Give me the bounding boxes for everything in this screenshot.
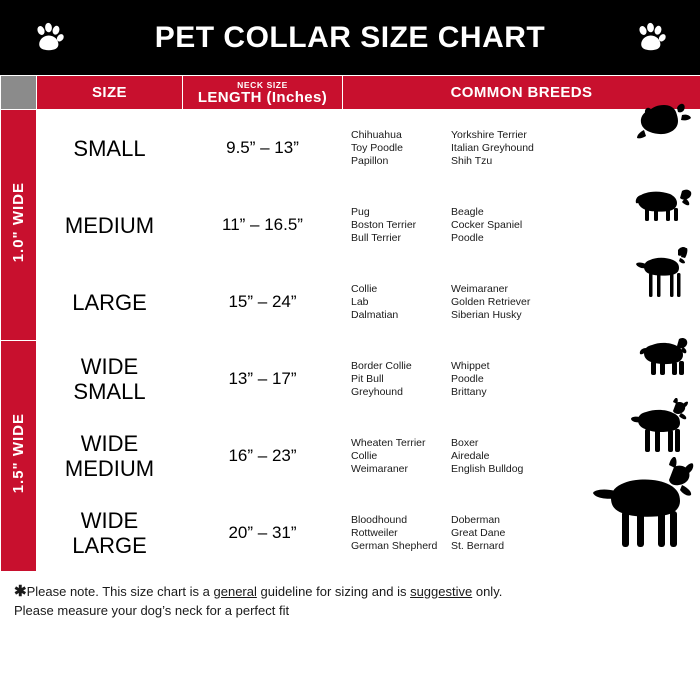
breed-name: St. Bernard <box>451 539 505 552</box>
breed-name: Boxer <box>451 436 479 449</box>
row-size-line-2: SMALL <box>73 379 146 404</box>
breeds-column-1 <box>343 514 451 553</box>
breeds-column-2 <box>451 437 559 476</box>
row-length-wide-medium: 16” – 23” <box>183 418 343 495</box>
beagle-silhouette-icon <box>628 179 694 223</box>
table-row <box>1 264 700 341</box>
breed-name: Beagle <box>451 205 484 218</box>
breed-name: Greyhound <box>351 385 403 398</box>
row-size-line-2: LARGE <box>72 533 147 558</box>
row-breeds-small <box>343 110 700 187</box>
breed-name: German Shepherd <box>351 539 438 552</box>
row-length-wide-small: 13” – 17” <box>183 341 343 418</box>
breed-name: Toy Poodle <box>351 141 403 154</box>
chart-header <box>0 0 700 75</box>
row-size-large: LARGE <box>37 264 183 341</box>
size-table <box>0 75 700 572</box>
row-breeds-wide-large <box>343 495 700 572</box>
table-row <box>1 187 700 264</box>
footer-line-2: Please measure your dog’s neck for a perfect fit <box>14 603 290 618</box>
breed-name: Airedale <box>451 449 490 462</box>
breed-name: Italian Greyhound <box>451 141 534 154</box>
group-label-text: 1.5" WIDE <box>10 413 27 494</box>
breed-name: Bloodhound <box>351 513 408 526</box>
breeds-column-1 <box>343 437 451 476</box>
breed-name: Shih Tzu <box>451 154 493 167</box>
breed-name: Lab <box>351 295 369 308</box>
pomeranian-silhouette-icon <box>632 98 694 146</box>
row-size-line-1: WIDE <box>80 354 139 379</box>
column-header-length-label: LENGTH (Inches) <box>197 88 328 106</box>
row-size-medium: MEDIUM <box>37 187 183 264</box>
breeds-column-2 <box>451 129 559 168</box>
breed-name: Poodle <box>451 372 484 385</box>
breeds-column-1 <box>343 360 451 399</box>
row-size-line-2: MEDIUM <box>64 456 155 481</box>
footer-underline-general: general <box>213 584 257 599</box>
breed-name: English Bulldog <box>451 462 524 475</box>
row-size-line-1: WIDE <box>80 431 139 456</box>
row-size-line-1: WIDE <box>80 508 139 533</box>
row-length-large: 15” – 24” <box>183 264 343 341</box>
page-title: PET COLLAR SIZE CHART <box>154 20 546 54</box>
table-row <box>1 495 700 572</box>
retriever-silhouette-icon <box>634 244 694 300</box>
row-size-wide-medium <box>37 418 183 495</box>
column-header-length <box>183 76 343 110</box>
bulldog-silhouette-icon <box>632 331 694 377</box>
row-size-wide-large <box>37 495 183 572</box>
breeds-column-2 <box>451 283 559 322</box>
breeds-column-1 <box>343 206 451 245</box>
breeds-column-2 <box>451 514 559 553</box>
breeds-column-1 <box>343 283 451 322</box>
paw-print-icon <box>32 21 66 55</box>
group-label-1-5-wide <box>1 341 37 572</box>
row-length-wide-large: 20” – 31” <box>183 495 343 572</box>
table-row <box>1 341 700 418</box>
breed-name: Weimaraner <box>351 462 408 475</box>
row-length-medium: 11” – 16.5” <box>183 187 343 264</box>
footer-text-a: Please note. This size chart is a <box>26 584 214 599</box>
breed-name: Doberman <box>451 513 501 526</box>
column-header-neck-size: NECK SIZE <box>237 79 288 90</box>
breed-name: Cocker Spaniel <box>451 218 523 231</box>
row-breeds-large <box>343 264 700 341</box>
column-header-breeds: COMMON BREEDS <box>343 76 700 110</box>
breed-name: Great Dane <box>451 526 506 539</box>
asterisk-icon: ✱ <box>14 583 27 600</box>
row-length-small: 9.5” – 13” <box>183 110 343 187</box>
doberman-silhouette-icon <box>590 457 700 549</box>
breed-name: Chihuahua <box>351 128 402 141</box>
breeds-column-2 <box>451 206 559 245</box>
table-row <box>1 110 700 187</box>
group-label-text: 1.0" WIDE <box>10 182 27 263</box>
breed-name: Siberian Husky <box>451 308 522 321</box>
row-size-small: SMALL <box>37 110 183 187</box>
breed-name: Pug <box>351 205 370 218</box>
footer-note <box>0 572 700 620</box>
breed-name: Collie <box>351 449 378 462</box>
group-label-1-0-wide <box>1 110 37 341</box>
breed-name: Collie <box>351 282 378 295</box>
row-size-wide-small <box>37 341 183 418</box>
breed-name: Weimaraner <box>451 282 508 295</box>
breeds-column-1 <box>343 129 451 168</box>
breed-name: Pit Bull <box>351 372 384 385</box>
breed-name: Whippet <box>451 359 490 372</box>
breed-name: Border Collie <box>351 359 412 372</box>
column-header-size: SIZE <box>37 76 183 110</box>
breed-name: Poodle <box>451 231 484 244</box>
pitbull-silhouette-icon <box>624 398 694 454</box>
breed-name: Yorkshire Terrier <box>451 128 527 141</box>
breeds-column-2 <box>451 360 559 399</box>
breed-name: Boston Terrier <box>351 218 417 231</box>
breed-name: Papillon <box>351 154 389 167</box>
table-corner-cell <box>1 76 37 110</box>
breed-name: Brittany <box>451 385 487 398</box>
footer-underline-suggestive: suggestive <box>410 584 473 599</box>
footer-text-b: guideline for sizing and is <box>256 584 411 599</box>
paw-print-icon <box>634 21 668 55</box>
size-table-wrapper <box>0 75 700 572</box>
breed-name: Wheaten Terrier <box>351 436 426 449</box>
breed-name: Bull Terrier <box>351 231 401 244</box>
breed-name: Rottweiler <box>351 526 398 539</box>
footer-line-1 <box>14 582 686 601</box>
footer-text-c: only. <box>472 584 503 599</box>
table-header-row <box>1 76 700 110</box>
breed-name: Golden Retriever <box>451 295 531 308</box>
breed-name: Dalmatian <box>351 308 399 321</box>
